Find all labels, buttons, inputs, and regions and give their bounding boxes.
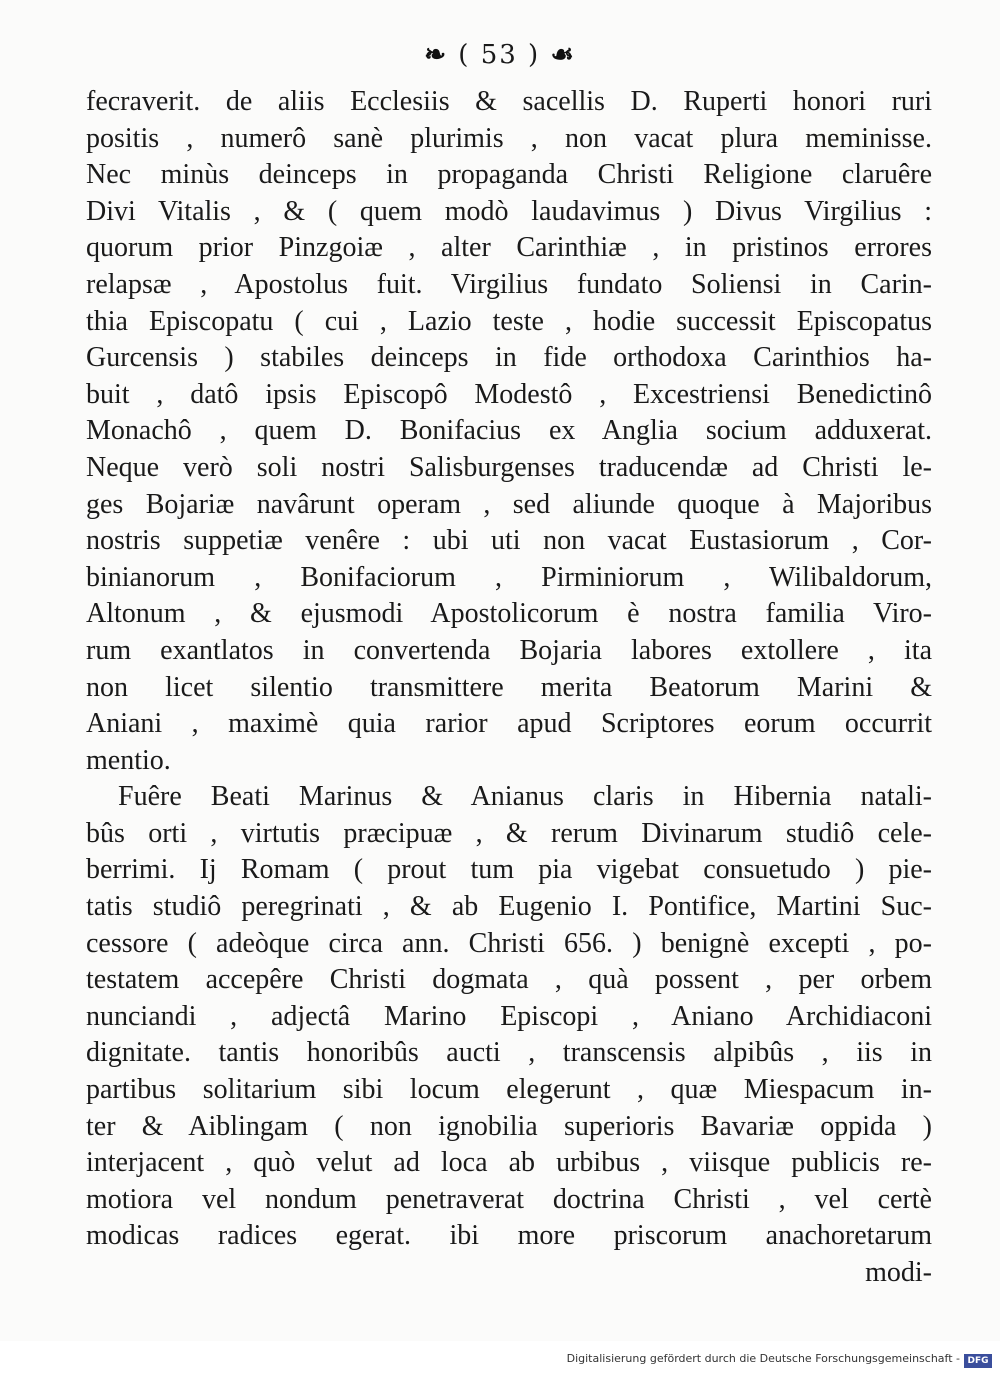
text-line: Neque verò soli nostri Salisburgenses traducendæ ad Christi le- xyxy=(86,451,932,483)
text-line: ges Bojariæ navârunt operam , sed aliunde quoque à Majoribus xyxy=(86,488,932,520)
text-line: tatis studiô peregrinati , & ab Eugenio I. Pontifice, Martini Suc- xyxy=(86,891,932,923)
dfg-logo: DFG xyxy=(964,1354,992,1368)
text-line: quorum prior Pinzgoiæ , alter Carinthiæ , in pristinos errores xyxy=(86,232,932,264)
text-line: modicas radices egerat. ibi more priscorum anachoretarum xyxy=(86,1220,932,1252)
body-text xyxy=(86,84,932,1292)
text-line: Aniani , maximè quia rarior apud Scriptores eorum occurrit xyxy=(86,708,932,740)
text-line: Nec minùs deinceps in propaganda Christi Religione claruêre xyxy=(86,159,932,191)
text-line: buit , datô ipsis Episcopô Modestô , Excestriensi Benedictinô xyxy=(86,378,932,410)
footer xyxy=(0,1341,1000,1375)
text-line: motiora vel nondum penetraverat doctrina Christi , vel certè xyxy=(86,1183,932,1215)
page-header xyxy=(0,40,1000,70)
text-line: non licet silentio transmittere merita Beatorum Marini & xyxy=(86,671,932,703)
text-line: ter & Aiblingam ( non ignobilia superioris Bavariæ oppida ) xyxy=(86,1110,932,1142)
ornament-right-icon: ☙ xyxy=(550,40,576,70)
text-line: nostris suppetiæ venêre : ubi uti non vacat Eustasiorum , Cor- xyxy=(86,525,932,557)
text-line: Gurcensis ) stabiles deinceps in fide orthodoxa Carinthios ha- xyxy=(86,342,932,374)
text-line: rum exantlatos in convertenda Bojaria labores extollere , ita xyxy=(86,634,932,666)
text-line: cessore ( adeòque circa ann. Christi 656. ) benignè excepti , po- xyxy=(86,927,932,959)
text-line: Divi Vitalis , & ( quem modò laudavimus ) Divus Virgilius : xyxy=(86,195,932,227)
text-line: Monachô , quem D. Bonifacius ex Anglia socium adduxerat. xyxy=(86,415,932,447)
text-line: fecraverit. de aliis Ecclesiis & sacellis D. Ruperti honori ruri xyxy=(86,86,932,117)
page-number: ( 53 ) xyxy=(458,40,541,70)
text-line: binianorum , Bonifaciorum , Pirminiorum , Wilibaldorum, xyxy=(86,561,932,593)
text-line: berrimi. Ij Romam ( prout tum pia vigebat consuetudo ) pie- xyxy=(86,854,932,886)
text-line: mentio. xyxy=(86,744,171,776)
ornament-left-icon: ❧ xyxy=(424,40,449,70)
text-line: positis , numerô sanè plurimis , non vacat plura meminisse. xyxy=(86,122,932,154)
text-line: thia Episcopatu ( cui , Lazio teste , hodie successit Episcopatus xyxy=(86,305,932,337)
text-line: interjacent , quò velut ad loca ab urbibus , viisque publicis re- xyxy=(86,1147,932,1179)
text-line: Altonum , & ejusmodi Apostolicorum è nostra familia Viro- xyxy=(86,598,932,630)
text-line: testatem accepêre Christi dogmata , quà possent , per orbem xyxy=(86,964,932,996)
footer-credit: Digitalisierung gefördert durch die Deutsche Forschungsgemeinschaft - xyxy=(566,1352,960,1365)
text-line: Fuêre Beati Marinus & Anianus claris in Hibernia natali- xyxy=(118,781,932,813)
text-line: bûs orti , virtutis præcipuæ , & rerum Divinarum studiô cele- xyxy=(86,817,932,849)
text-line: relapsæ , Apostolus fuit. Virgilius fundato Soliensi in Carin- xyxy=(86,268,932,300)
text-line: partibus solitarium sibi locum elegerunt , quæ Miespacum in- xyxy=(86,1074,932,1106)
text-line: nunciandi , adjectâ Marino Episcopi , Aniano Archidiaconi xyxy=(86,1000,932,1032)
text-line: modi- xyxy=(865,1257,932,1288)
text-line: dignitate. tantis honoribûs aucti , transcensis alpibûs , iis in xyxy=(86,1037,932,1069)
